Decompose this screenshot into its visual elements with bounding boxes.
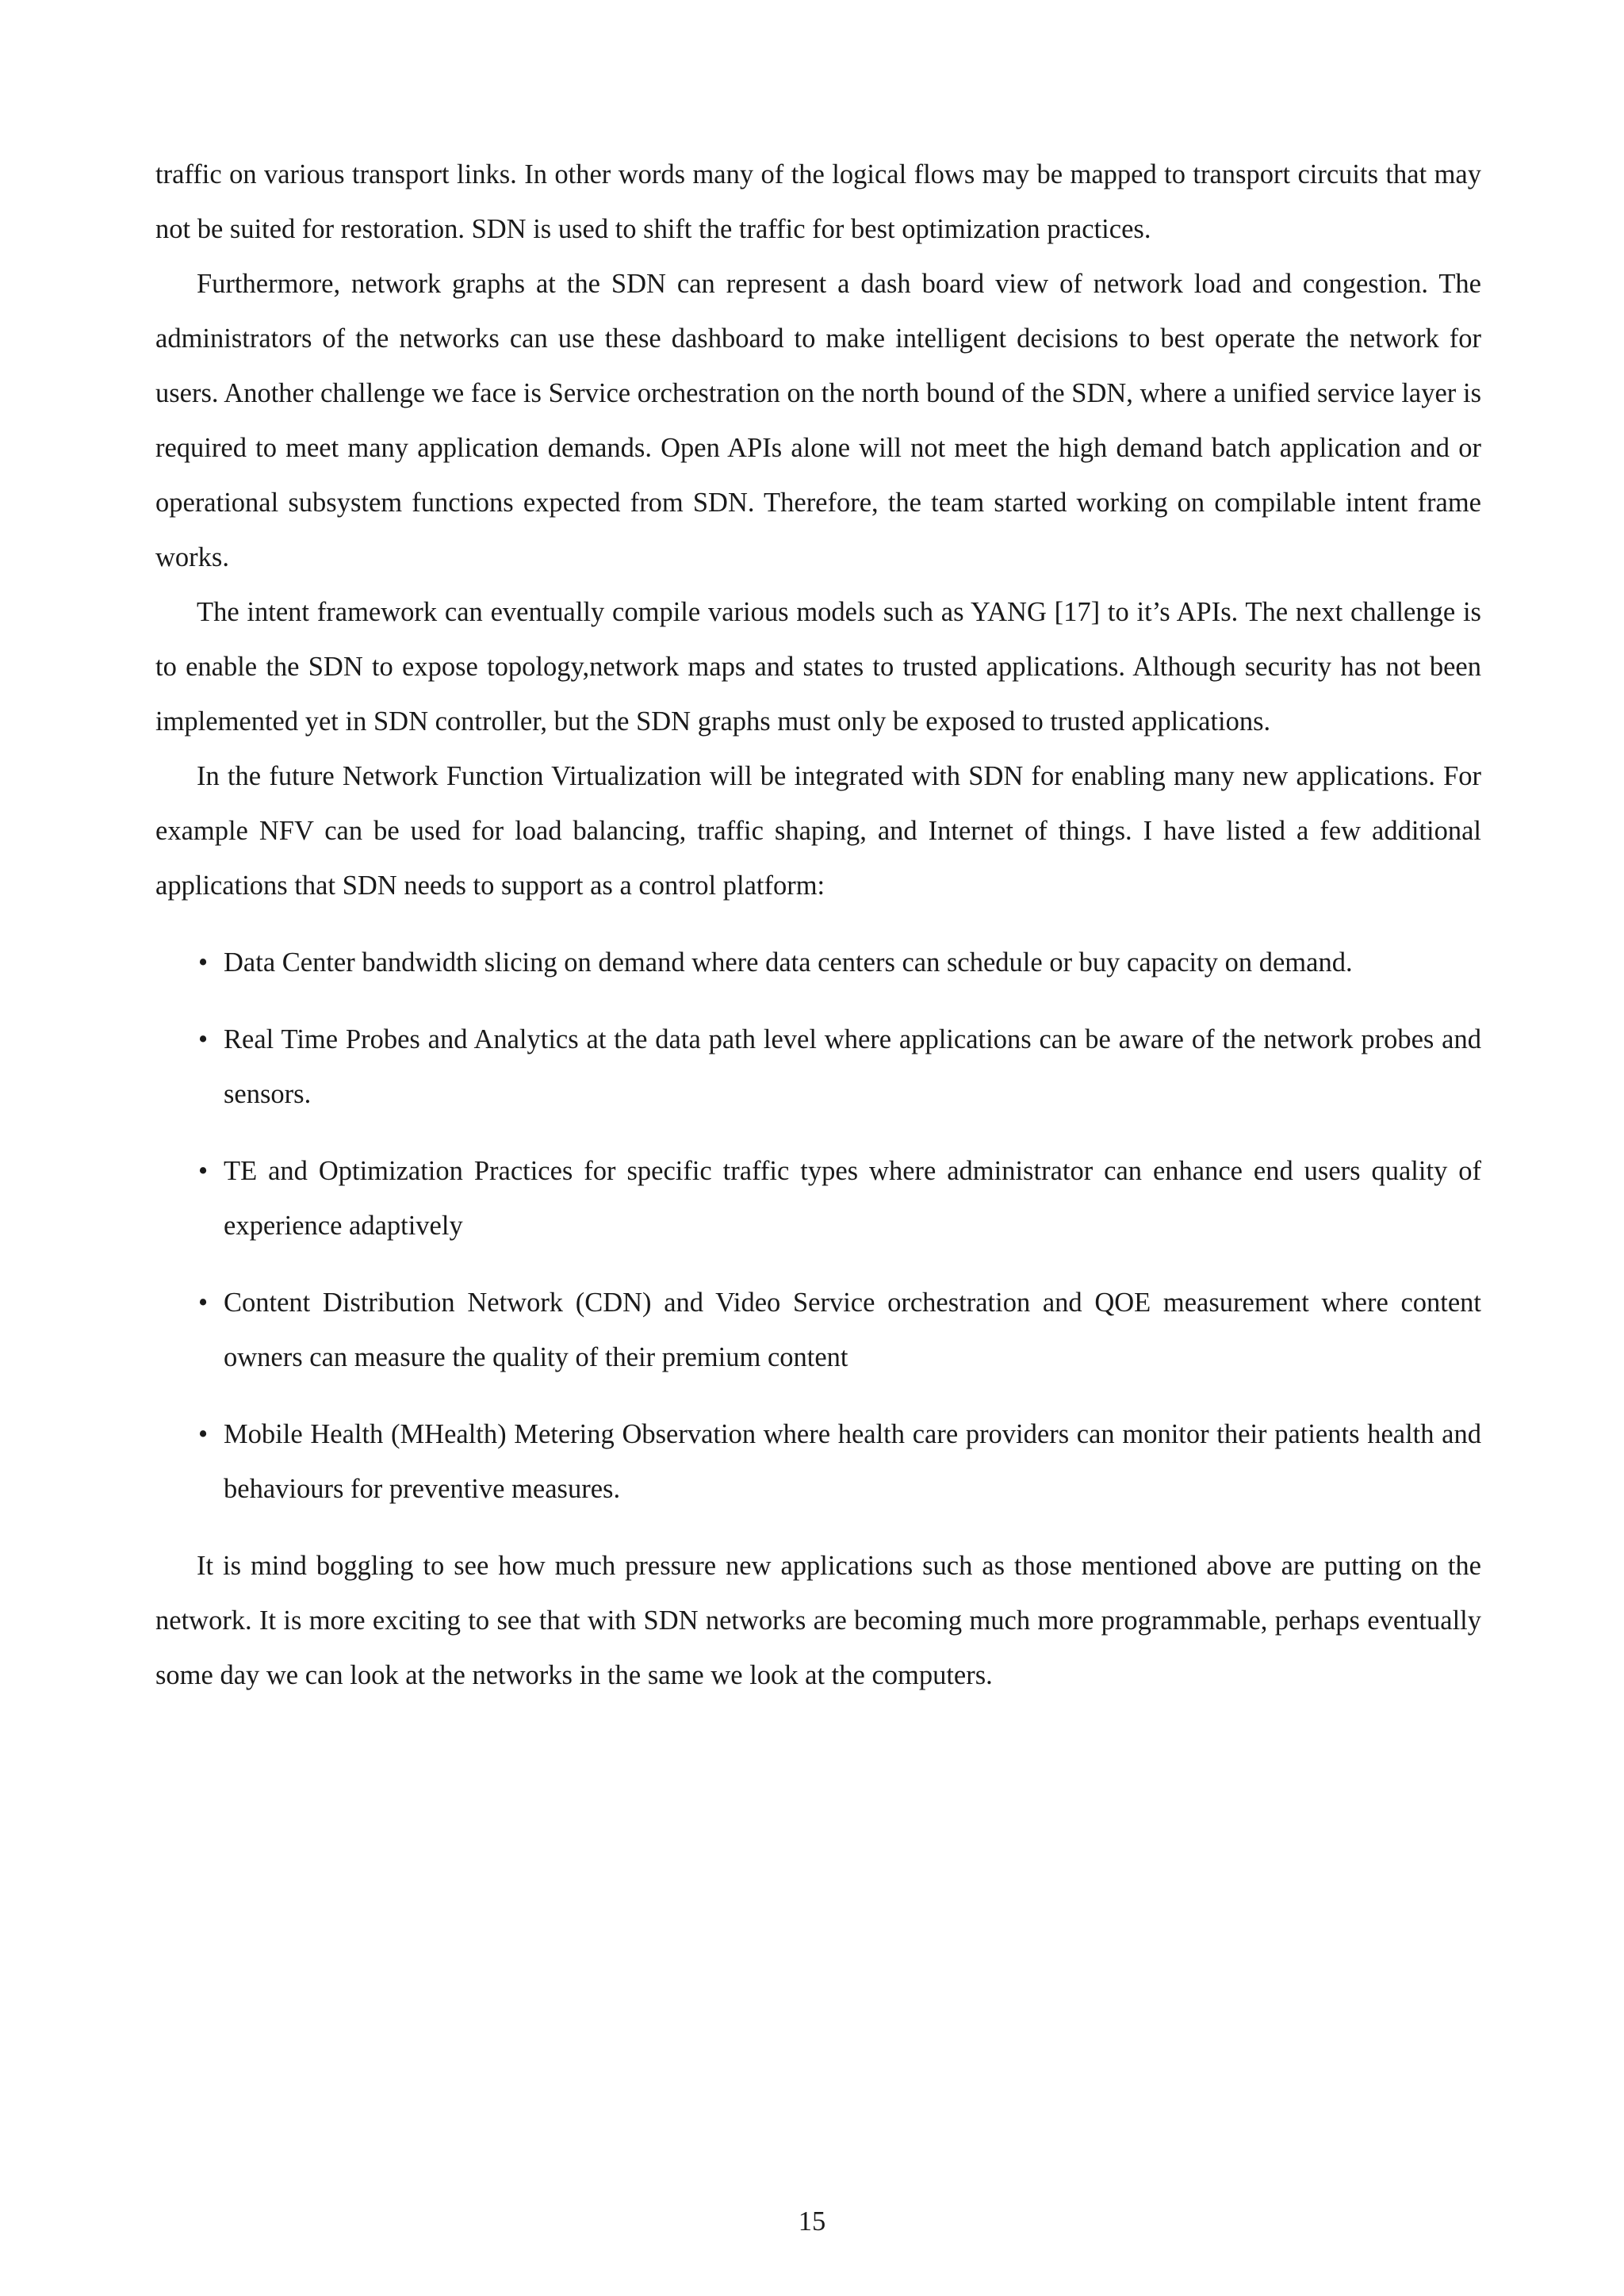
paragraph-network-graphs: Furthermore, network graphs at the SDN can represent a dash board view of network load and congestion. The administrators of the networks can use these dashboard to make intelligent decisions to best operate the network for users. Another challenge we face is Service orchestration on the north bound of the SDN, where a unified service layer is required to meet many application demands. Open APIs alone will not meet the high demand batch application and or operational subsystem functions expected from SDN. Therefore, the team started working on compilable intent frame works. [155,269,1481,572]
bullet-icon: • [197,1419,209,1449]
list-item [155,1144,1481,1253]
list-item [155,1276,1481,1385]
list-item-text: TE and Optimization Practices for specific traffic types where administrator can enhance end users quality of experience adaptively [224,1156,1481,1241]
paragraph-intent-framework: The intent framework can eventually compile various models such as YANG [17] to it’s APIs. The next challenge is to enable the SDN to expose topology,network maps and states to trusted applications. Although security has not been implemented yet in SDN controller, but the SDN graphs must only be exposed to trusted applications. [155,597,1481,737]
page-body [155,147,1481,1703]
list-item-text: Data Center bandwidth slicing on demand where data centers can schedule or buy capacity on demand. [224,947,1353,978]
paragraph-nfv-future: In the future Network Function Virtualization will be integrated with SDN for enabling many new applications. For example NFV can be used for load balancing, traffic shaping, and Internet of things. I have listed a few additional applications that SDN needs to support as a control platform: [155,761,1481,901]
bullet-icon: • [197,947,209,978]
bullet-icon: • [197,1288,209,1318]
list-item [155,936,1481,990]
list-item [155,1407,1481,1517]
applications-list [155,936,1481,1517]
bullet-icon: • [197,1024,209,1054]
page-number: 15 [798,2206,826,2237]
paragraph-conclusion: It is mind boggling to see how much pressure new applications such as those mentioned above are putting on the network. It is more exciting to see that with SDN networks are becoming much more programmable, perhaps eventually some day we can look at the networks in the same we look at the computers. [155,1551,1481,1690]
bullet-icon: • [197,1156,209,1186]
list-item-text: Mobile Health (MHealth) Metering Observation where health care providers can monitor their patients health and behaviours for preventive measures. [224,1419,1481,1504]
list-item [155,1012,1481,1122]
list-item-text: Content Distribution Network (CDN) and Video Service orchestration and QOE measurement where content owners can measure the quality of their premium content [224,1288,1481,1372]
paragraph-continuation: traffic on various transport links. In other words many of the logical flows may be mapped to transport circuits that may not be suited for restoration. SDN is used to shift the traffic for best optimization practices. [155,159,1481,244]
list-item-text: Real Time Probes and Analytics at the data path level where applications can be aware of the network probes and sensors. [224,1024,1481,1109]
